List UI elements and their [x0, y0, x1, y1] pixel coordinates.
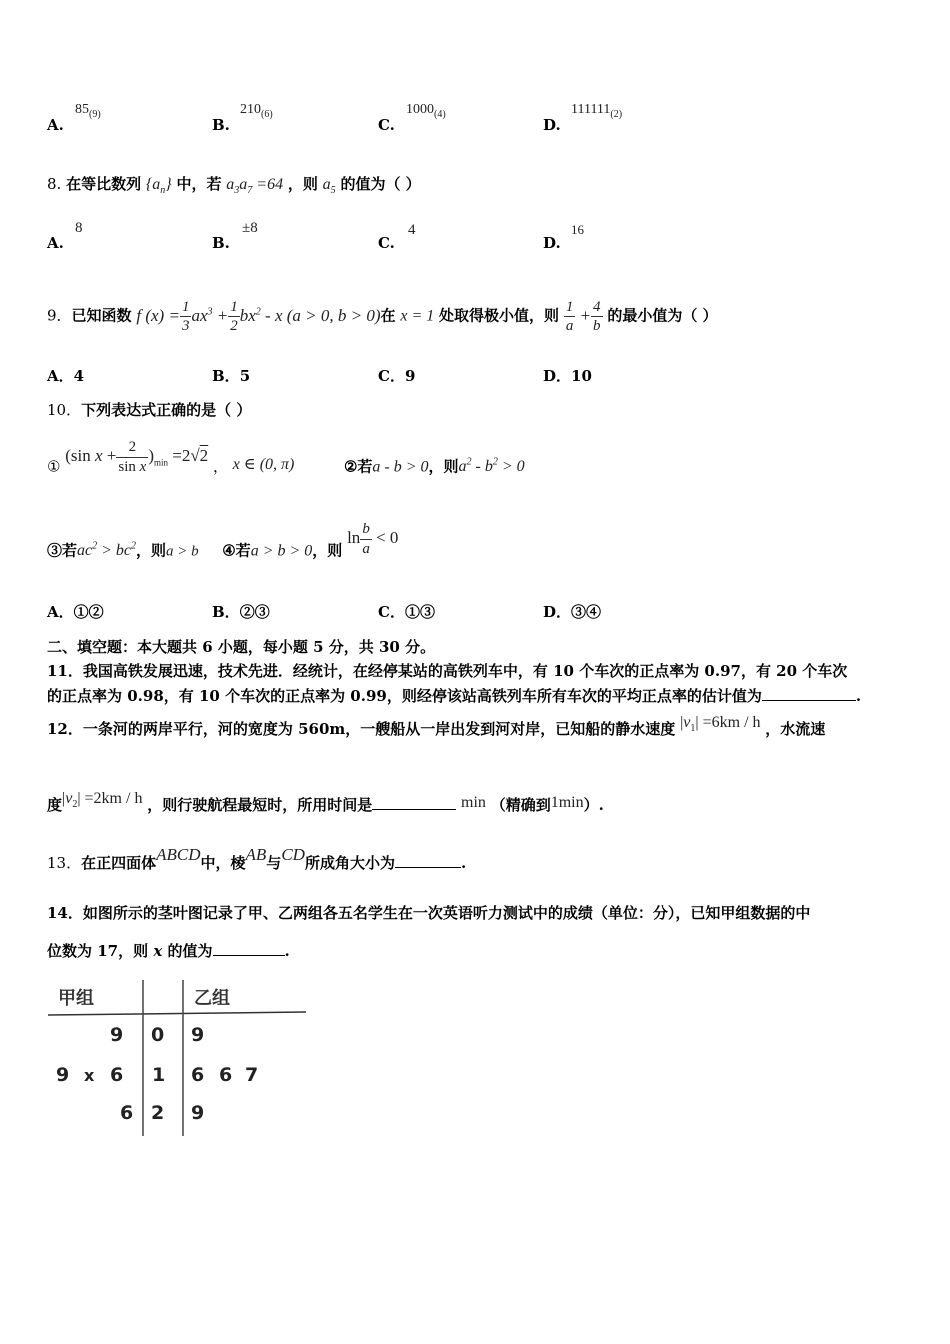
q7-option-c: [378, 102, 446, 134]
option-value: 5: [239, 367, 251, 385]
option-label: A.: [47, 234, 64, 252]
option-label: D．: [543, 603, 572, 621]
option-value: 4: [408, 222, 416, 238]
left-leaf-unknown-x: x: [84, 1066, 95, 1085]
section-2-heading: 二、填空题：本大题共 6 小题，每小题 5 分，共 30 分。: [47, 638, 436, 656]
question-text: 处取得极小值，则: [439, 306, 560, 325]
q7-option-a: [47, 102, 101, 134]
option-value: 4: [73, 367, 85, 385]
question-text: 下列表达式正确的是（ ）: [81, 401, 252, 419]
math-item-3-cond: $ac^2 > bc^2$: [77, 541, 137, 560]
item-1-marker: ①: [47, 457, 61, 476]
item-3-text: ，则: [136, 541, 167, 560]
question-11-line-1: 11．我国高铁发展迅速，技术先进．经统计，在经停某站的高铁列车中，有 10 个车次的正点率为 0.97，有 20 个车次: [47, 662, 848, 680]
question-text: 度: [47, 796, 63, 814]
stem: 0: [151, 1024, 165, 1046]
question-text: 与: [266, 854, 282, 872]
question-number: 9．: [47, 306, 72, 325]
period: .: [284, 942, 290, 960]
question-text: 中，若: [176, 175, 222, 193]
base-subscript: (6): [261, 108, 273, 120]
math-edge-ab: AB: [245, 845, 267, 864]
v2-value: =2km / h: [84, 790, 143, 807]
question-12-line-1: [47, 712, 825, 746]
math-value: =64: [256, 176, 284, 193]
math-expression: $\frac{1}{a}$ + $\frac{4}{b}$: [565, 299, 601, 335]
math-condition: $a_3a_7 =64$: [226, 176, 284, 197]
q10-option-a: [47, 601, 104, 622]
question-12-line-2: [47, 788, 604, 822]
period: .: [855, 687, 862, 705]
question-text: ，则行驶航程最短时，所用时间是: [147, 796, 373, 814]
math-item-3-result: a > b: [166, 543, 199, 560]
option-label: B.: [212, 234, 230, 252]
math-item-2-result: $a^2 - b^2 > 0$: [458, 457, 525, 476]
question-number: 10．: [47, 401, 82, 419]
option-value: ②③: [239, 603, 270, 621]
option-value: ③④: [571, 603, 602, 621]
math-v2: $|v_2| =2km / h$: [62, 790, 143, 811]
math-item-1: (sin x + $\frac{2}{\text{sin x}}$ )$_{min} =2√2$: [65, 438, 209, 475]
question-text: 的值为（ ）: [340, 175, 421, 193]
q8-option-b: [212, 220, 258, 252]
option-label: B．: [212, 603, 240, 621]
q9-option-c: [378, 365, 415, 386]
option-label: D.: [543, 116, 561, 134]
q10-items-row2: [47, 516, 398, 578]
left-leaf: 9: [110, 1024, 124, 1046]
item-4-text: ，则: [312, 541, 343, 560]
q9-option-b: [212, 365, 250, 386]
q9-option-a: [47, 365, 84, 386]
right-group-header: 乙组: [194, 988, 230, 1009]
option-value: [571, 102, 622, 120]
base-number: 210: [240, 102, 261, 117]
question-text: ）.: [583, 796, 604, 814]
option-value: [240, 102, 273, 120]
left-group-header: 甲组: [58, 988, 94, 1009]
stem: 1: [152, 1064, 166, 1086]
stem: 2: [151, 1102, 165, 1124]
question-text: 所成角大小为: [304, 854, 395, 872]
question-text: ，水流速: [765, 720, 826, 738]
question-text: 的正点率为 0.98，有 10 个车次的正点率为 0.99，则经停该站高铁列车所有车次的平均正点率的估计值为: [47, 687, 762, 705]
q8-option-c: [378, 222, 416, 252]
question-text: 位数为 17，则: [47, 942, 154, 960]
precision: 1min: [550, 794, 584, 811]
question-14-line-2: [47, 940, 290, 961]
question-13: [47, 846, 466, 880]
option-value: 9: [404, 367, 416, 385]
right-leaf: 9: [191, 1102, 205, 1124]
math-point: x = 1: [400, 307, 435, 325]
item-2-text: ②若: [343, 457, 373, 476]
question-text: ，则: [287, 175, 318, 193]
base-subscript: (4): [434, 108, 446, 120]
question-text: 已知函数: [71, 306, 132, 325]
question-text: 在: [380, 306, 396, 325]
option-label: B．: [212, 367, 240, 385]
math-domain: x ∈ (0, π): [232, 456, 295, 474]
header-divider: [48, 1012, 306, 1015]
question-11-line-2: [47, 685, 861, 706]
math-item-2-cond: a - b > 0: [372, 458, 429, 476]
q10-option-c: [378, 601, 435, 622]
math-item-4-cond: a > b > 0: [250, 542, 313, 560]
answer-blank: [213, 941, 285, 956]
option-label: A．: [47, 603, 74, 621]
base-subscript: (2): [610, 108, 623, 120]
option-label: C.: [378, 116, 395, 134]
right-leaf: 9: [191, 1024, 205, 1046]
option-label: B.: [212, 116, 230, 134]
right-leaf: 6: [219, 1064, 233, 1086]
question-text: （精确到: [490, 796, 551, 814]
variable-x: x: [153, 942, 163, 960]
option-value: 8: [75, 220, 83, 236]
question-9: [47, 288, 718, 336]
base-number: 1000: [406, 102, 434, 117]
question-8: [47, 173, 421, 196]
option-value: ±8: [242, 220, 258, 236]
math-v1: $|v_1| =6km / h$: [680, 714, 761, 735]
q7-option-d: [543, 102, 623, 134]
math-term: $a_5$: [322, 176, 336, 197]
period: .: [460, 854, 467, 872]
left-leaf: 9: [56, 1064, 70, 1086]
v1-value: =6km / h: [702, 714, 761, 731]
question-text: 12．一条河的两岸平行，河的宽度为 560m，一艘船从一岸出发到河对岸，已知船的静水速度: [47, 720, 676, 738]
question-text: 在正四面体: [81, 854, 157, 872]
option-label: C．: [378, 367, 405, 385]
base-subscript: (9): [89, 108, 101, 120]
math-edge-cd: CD: [281, 845, 305, 864]
comma: ，: [212, 457, 228, 476]
q10-option-d: [543, 601, 601, 622]
answer-blank: [372, 795, 456, 810]
option-value: ①②: [73, 603, 104, 621]
q8-option-a: [47, 220, 83, 252]
answer-blank: [762, 686, 856, 701]
base-number: 85: [75, 102, 89, 117]
question-text: 的最小值为（ ）: [607, 306, 718, 325]
math-item-4-result: ln $\frac{b}{a}$ < 0: [347, 520, 399, 557]
q10-option-b: [212, 601, 270, 622]
question-text: 的值为: [162, 942, 213, 960]
option-label: D.: [543, 234, 561, 252]
left-leaf: 6: [120, 1102, 134, 1124]
math-function: f (x) = $\frac{1}{3}$ $ax^3$ + $\frac{1}{2}$ $bx^2$ - x (a > 0, b > 0): [136, 299, 381, 335]
right-leaf: 7: [245, 1064, 259, 1086]
stem-leaf-plot: [48, 978, 308, 1138]
option-label: A．: [47, 367, 74, 385]
option-label: C.: [378, 234, 395, 252]
answer-blank: [395, 853, 461, 868]
item-2-text: ，则: [428, 457, 459, 476]
option-label: C．: [378, 603, 405, 621]
question-number: 8.: [47, 175, 62, 193]
option-value: ①③: [404, 603, 435, 621]
item-4-text: ④若: [222, 541, 251, 560]
question-14-line-1: 14．如图所示的茎叶图记录了甲、乙两组各五名学生在一次英语听力测试中的成绩（单位：分），已知甲组数据的中: [47, 904, 811, 922]
q7-option-b: [212, 102, 273, 134]
question-text: 在等比数列: [66, 175, 142, 193]
question-number: 13．: [47, 854, 82, 872]
base-number: 111111: [571, 102, 611, 117]
option-value: 16: [571, 222, 584, 237]
option-value: [406, 102, 446, 120]
question-text: 中，棱: [200, 854, 246, 872]
question-10: [47, 399, 251, 420]
right-leaf: 6: [191, 1064, 205, 1086]
option-label: D．: [543, 367, 572, 385]
left-leaf: 6: [110, 1064, 124, 1086]
math-sequence: $\{a_n\}$: [145, 176, 172, 197]
q8-option-d: [543, 222, 584, 252]
option-label: A.: [47, 116, 64, 134]
math-tetrahedron: ABCD: [156, 845, 201, 864]
option-value: 10: [571, 367, 592, 385]
q9-option-d: [543, 365, 592, 386]
item-3-text: ③若: [47, 541, 78, 560]
option-value: [75, 102, 101, 120]
unit: min: [461, 794, 486, 811]
q10-items-row1: [47, 436, 525, 490]
